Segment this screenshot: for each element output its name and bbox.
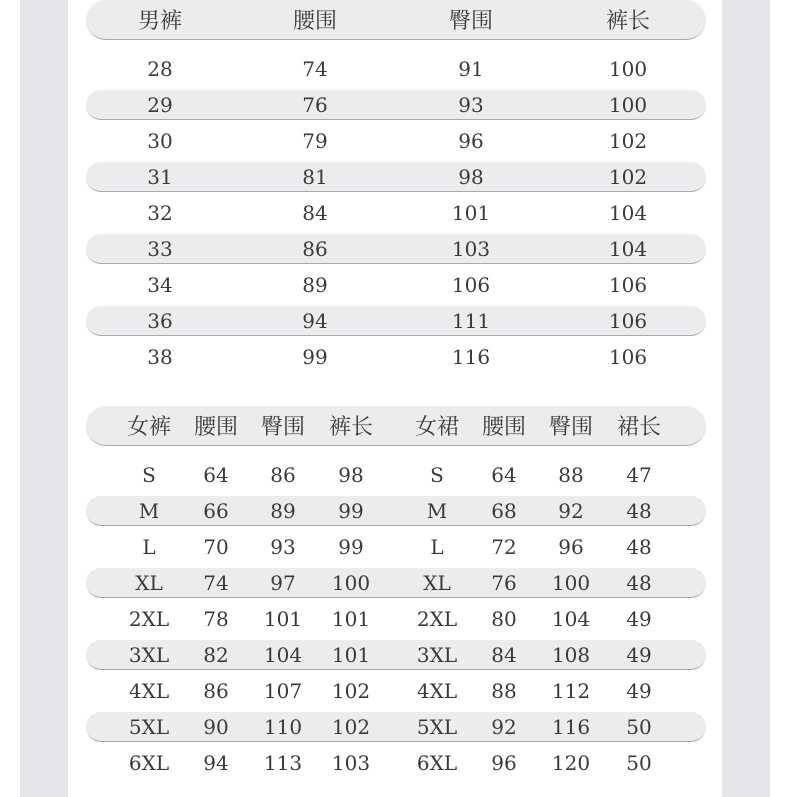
- table-cell: M: [426, 498, 448, 523]
- table-cell: 48: [626, 498, 652, 523]
- table-cell: 3XL: [416, 642, 458, 667]
- table-cell: 88: [558, 463, 584, 487]
- table-cell: 102: [608, 164, 648, 189]
- table-cell: 86: [203, 679, 229, 703]
- table-cell: 3XL: [128, 642, 170, 667]
- mens-table-header: [86, 0, 706, 40]
- table-cell: 76: [491, 570, 517, 595]
- table-cell: 74: [203, 570, 229, 595]
- header-cell: 男裤: [137, 9, 183, 34]
- table-cell: 82: [203, 642, 229, 667]
- table-cell: S: [142, 463, 156, 487]
- table-cell: XL: [423, 570, 451, 595]
- table-cell: 49: [626, 679, 652, 703]
- table-row: [86, 460, 706, 490]
- table-cell: 74: [302, 57, 328, 81]
- table-cell: 106: [608, 345, 648, 369]
- table-cell: 49: [626, 642, 652, 667]
- table-cell: 36: [147, 308, 173, 333]
- table-cell: 38: [147, 345, 173, 369]
- header-cell: 腰围: [481, 415, 527, 440]
- table-cell: 89: [270, 498, 296, 523]
- table-cell: 81: [302, 164, 328, 189]
- header-cell: 裤长: [605, 9, 651, 34]
- table-cell: 98: [458, 164, 484, 189]
- table-cell: 86: [302, 236, 328, 261]
- table-cell: 6XL: [128, 751, 170, 775]
- table-cell: 102: [608, 129, 648, 153]
- table-cell: 4XL: [416, 679, 458, 703]
- table-cell: 34: [147, 273, 173, 297]
- table-cell: 106: [608, 308, 648, 333]
- table-cell: 93: [458, 92, 484, 117]
- header-cell: 裙长: [616, 415, 662, 440]
- table-cell: 50: [626, 714, 652, 739]
- table-row: [86, 496, 706, 526]
- table-cell: 106: [451, 273, 491, 297]
- table-cell: 108: [551, 642, 591, 667]
- table-cell: 30: [147, 129, 173, 153]
- table-cell: 120: [551, 751, 591, 775]
- table-cell: M: [138, 498, 160, 523]
- table-cell: 31: [147, 164, 173, 189]
- womens-table-header: [86, 406, 706, 446]
- table-cell: 66: [203, 498, 229, 523]
- table-cell: 116: [451, 345, 491, 369]
- table-cell: 91: [458, 57, 484, 81]
- table-row: [86, 54, 706, 84]
- table-cell: 72: [491, 535, 517, 559]
- table-row: [86, 604, 706, 634]
- table-cell: 89: [302, 273, 328, 297]
- table-cell: 96: [491, 751, 517, 775]
- header-cell: 女裙: [414, 415, 460, 440]
- table-row: [86, 712, 706, 742]
- table-row: [86, 676, 706, 706]
- table-cell: 80: [491, 607, 517, 631]
- table-cell: 116: [551, 714, 591, 739]
- table-cell: 107: [263, 679, 303, 703]
- table-cell: 99: [338, 535, 364, 559]
- table-cell: 100: [331, 570, 371, 595]
- table-cell: 50: [626, 751, 652, 775]
- table-cell: 103: [451, 236, 491, 261]
- table-cell: 4XL: [128, 679, 170, 703]
- table-row: [86, 748, 706, 778]
- table-cell: 104: [263, 642, 303, 667]
- table-cell: 76: [302, 92, 328, 117]
- table-cell: 101: [331, 642, 371, 667]
- header-cell: 臀围: [260, 415, 306, 440]
- header-cell: 裤长: [328, 415, 374, 440]
- table-cell: 2XL: [128, 607, 170, 631]
- table-cell: 96: [458, 129, 484, 153]
- table-cell: 48: [626, 535, 652, 559]
- header-cell: 女裤: [126, 415, 172, 440]
- table-cell: 6XL: [416, 751, 458, 775]
- table-cell: 47: [626, 463, 652, 487]
- table-cell: 99: [338, 498, 364, 523]
- table-row: [86, 126, 706, 156]
- table-row: [86, 342, 706, 372]
- table-cell: 101: [331, 607, 371, 631]
- table-cell: 28: [147, 57, 173, 81]
- table-cell: 79: [302, 129, 328, 153]
- table-cell: 5XL: [128, 714, 170, 739]
- header-cell: 臀围: [448, 9, 494, 34]
- table-cell: 86: [270, 463, 296, 487]
- table-cell: 88: [491, 679, 517, 703]
- table-cell: 96: [558, 535, 584, 559]
- table-cell: 92: [491, 714, 517, 739]
- table-cell: 104: [608, 201, 648, 225]
- table-cell: 100: [608, 57, 648, 81]
- table-cell: 84: [491, 642, 517, 667]
- table-cell: XL: [135, 570, 163, 595]
- table-cell: 98: [338, 463, 364, 487]
- table-cell: 100: [608, 92, 648, 117]
- table-cell: S: [430, 463, 444, 487]
- table-cell: 68: [491, 498, 517, 523]
- table-row: [86, 270, 706, 300]
- table-row: [86, 640, 706, 670]
- table-cell: 104: [551, 607, 591, 631]
- table-cell: 103: [331, 751, 371, 775]
- table-cell: 49: [626, 607, 652, 631]
- table-row: [86, 568, 706, 598]
- table-cell: 2XL: [416, 607, 458, 631]
- table-cell: 64: [203, 463, 229, 487]
- table-cell: 111: [451, 308, 491, 333]
- table-cell: 48: [626, 570, 652, 595]
- table-cell: 5XL: [416, 714, 458, 739]
- table-cell: 78: [203, 607, 229, 631]
- table-cell: 84: [302, 201, 328, 225]
- header-cell: 腰围: [193, 415, 239, 440]
- table-row: [86, 90, 706, 120]
- table-cell: 90: [203, 714, 229, 739]
- table-cell: 110: [263, 714, 303, 739]
- table-cell: 104: [608, 236, 648, 261]
- table-cell: 29: [147, 92, 173, 117]
- table-cell: 100: [551, 570, 591, 595]
- table-row: [86, 532, 706, 562]
- table-cell: 112: [551, 679, 591, 703]
- table-cell: 70: [203, 535, 229, 559]
- table-cell: L: [142, 535, 156, 559]
- table-cell: 33: [147, 236, 173, 261]
- table-cell: 97: [270, 570, 296, 595]
- table-cell: 99: [302, 345, 328, 369]
- table-cell: 93: [270, 535, 296, 559]
- table-cell: 64: [491, 463, 517, 487]
- table-cell: 102: [331, 679, 371, 703]
- table-cell: 106: [608, 273, 648, 297]
- table-cell: 101: [451, 201, 491, 225]
- table-row: [86, 198, 706, 228]
- table-row: [86, 234, 706, 264]
- table-cell: L: [430, 535, 444, 559]
- table-cell: 94: [302, 308, 328, 333]
- header-cell: 臀围: [548, 415, 594, 440]
- table-cell: 113: [263, 751, 303, 775]
- table-row: [86, 306, 706, 336]
- table-cell: 32: [147, 201, 173, 225]
- header-cell: 腰围: [292, 9, 338, 34]
- table-cell: 94: [203, 751, 229, 775]
- table-row: [86, 162, 706, 192]
- table-cell: 92: [558, 498, 584, 523]
- table-cell: 101: [263, 607, 303, 631]
- table-cell: 102: [331, 714, 371, 739]
